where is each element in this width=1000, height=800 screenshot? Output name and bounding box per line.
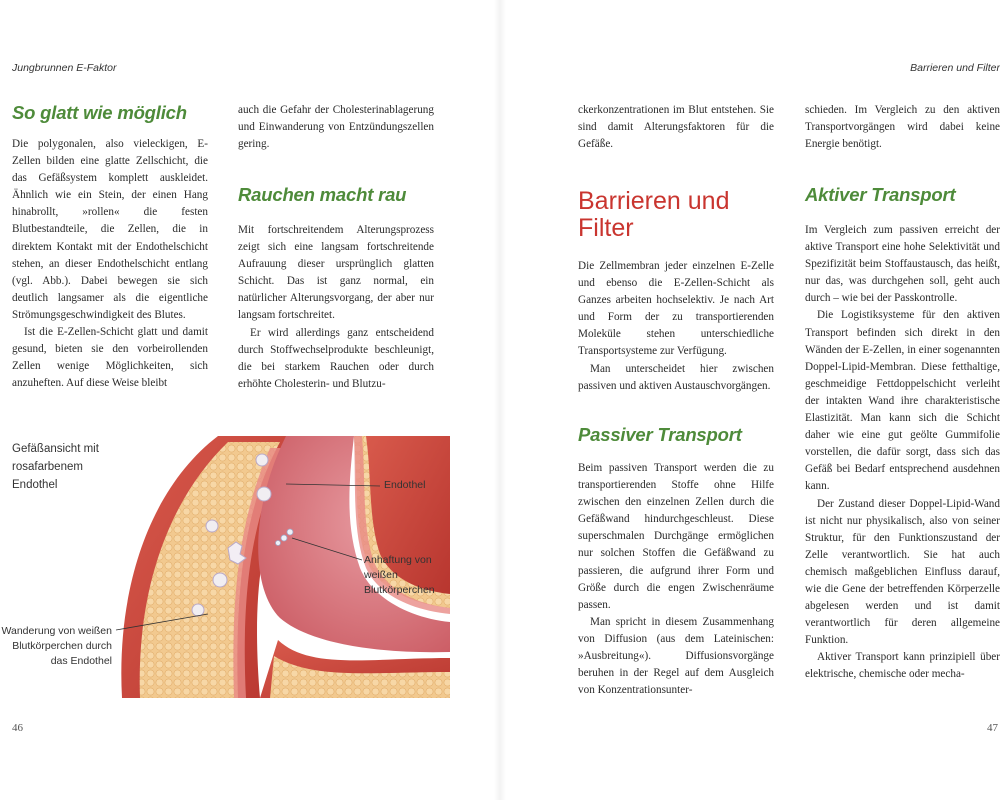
paragraph: Aktiver Transport kann prinzipiell über elektrische, chemische oder mecha- <box>805 651 1000 681</box>
paragraph: ckerkonzentrationen im Blut entstehen. Sie sind damit Alterungsfaktoren für die Gefäße. <box>578 104 774 151</box>
running-head-right: Barrieren und Filter <box>910 62 1000 74</box>
page-number-right: 47 <box>987 722 998 734</box>
heading-rauchen: Rauchen macht rau <box>238 184 407 205</box>
paragraph: Die Zellmembran jeder einzelnen E-Zelle und ebenso die E-Zellen-Schicht als Ganzes arbeiten hochselektiv. Je nach Art und Form der zu transportierenden Moleküle stehen unterschiedliche Transportsysteme zur Verfügung. <box>578 260 774 358</box>
label-anhaftung: Anhaftung von weißen Blutkörperchen <box>364 554 435 596</box>
paragraph: Man unterscheidet hier zwischen passiven und aktiven Austauschvorgängen. <box>578 362 774 392</box>
paragraph: Die Logistiksysteme für den aktiven Transport befinden sich direkt in den Wänden der E-Zellen, in einer sogenannten Doppel-Lipid-Membran. Diese fetthaltige, geschmeidige Fettdoppelschicht verleiht der intakten Wand ihre charakteristische Elastizität. Man kann sich die Schicht daher wie eine gut geölte Gummifolie vorstellen, die dafür sorgt, dass sich das Gefäß bei Bedarf entsprechend ausdehnen kann. <box>805 309 1000 493</box>
left-page-column-2-body <box>238 222 434 393</box>
left-page-column-1 <box>12 136 208 392</box>
book-gutter <box>494 0 506 800</box>
paragraph: Im Vergleich zum passiven erreicht der aktive Transport eine hohe Selektivität und Spezifizität beim Stoffaustausch, das heißt, nur das, was durchgehen soll, geht auch durch – wie bei der Passkontrolle. <box>805 224 1000 305</box>
paragraph: Der Zustand dieser Doppel-Lipid-Wand ist nicht nur physikalisch, also von seiner Struktur, für den Funktionszustand der Zelle verantwortlich. Sie hat auch chemisch maßgeblichen Einfluss darauf, wie die Gene der betreffenden Körperzelle abgelesen werden und ist damit verantwortlich für deren allgemeine Funktion. <box>805 497 1000 647</box>
paragraph: Man spricht in diesem Zusammenhang von Diffusion (aus dem Lateinischen: »Ausbreitung«). Diffusionsvorgänge beruhen in der Regel auf dem Ausgleich von Konzentrationsunter- <box>578 615 774 697</box>
heading-so-glatt: So glatt wie möglich <box>12 102 187 123</box>
heading-passiver-transport: Passiver Transport <box>578 424 742 445</box>
left-page-column-2 <box>238 102 434 153</box>
chapter-title: Barrieren und Filter <box>578 187 730 242</box>
label-wanderung: Wanderung von weißen Blutkörperchen durch das Endothel <box>1 625 112 667</box>
page-number-left: 46 <box>12 722 23 734</box>
heading-aktiver-transport: Aktiver Transport <box>805 184 956 205</box>
right-page-column-1-passive <box>578 460 774 699</box>
figure-caption: Gefäßansicht mit rosafarbenem Endothel <box>12 443 99 491</box>
paragraph: Beim passiven Transport werden die zu transportierenden Stoffe ohne Hilfe zwischen den einzelnen Zellen durch die Gefäßwand hindurchgeschleust. Diese superschmalen Durchgänge ermöglichen nur solchen Stoffen die Gefäßwand zu passieren, die aufgrund ihrer Form und Größe durch die engen Zwischenräume passen. <box>578 462 774 611</box>
white-blood-cell <box>256 454 268 466</box>
right-page-column-2-intro <box>805 102 1000 153</box>
white-blood-cell-in-wall <box>192 604 204 616</box>
right-page-column-1 <box>578 258 774 395</box>
right-page-column-2 <box>805 222 1000 684</box>
right-page-column-1-intro <box>578 102 774 153</box>
white-blood-cell <box>206 520 218 532</box>
paragraph: schieden. Im Vergleich zu den aktiven Transportvorgängen wird dabei keine Energie benötigt. <box>805 104 1000 151</box>
label-endothel: Endothel <box>384 479 426 491</box>
paragraph: Die polygonalen, also vieleckigen, E-Zellen bilden eine glatte Zellschicht, die das Gefäßsystem komplett auskleidet. Ähnlich wie ein Stein, der einen Hang hinabrollt, »rollen« die festen Blutbestandteile, die Zellen, die in direktem Kontakt mit der Endothelschicht stehen, an dieser Endothelschicht entlang (vgl. Abb.). Dabei bewegen sie sich deutlich langsamer als die eigentliche Strömungsgeschwindigkeit des Blutes. <box>12 138 208 321</box>
paragraph: Er wird allerdings ganz entscheidend durch Stoffwechselprodukte beschleunigt, die bei starkem Rauchen oder durch erhöhte Cholesterin- und Blutzu- <box>238 326 434 390</box>
white-blood-cell <box>257 487 271 501</box>
paragraph: Mit fortschreitendem Alterungsprozess zeigt sich eine langsam fortschreitende Aufrauung dieser ursprünglich glatten Schicht. Das ist ganz normal, ein natürlicher Alterungsvorgang, der aber nur langsam fortschreitet. <box>238 224 434 322</box>
paragraph: auch die Gefahr der Cholesterinablagerung und Einwanderung von Entzündungszellen gering. <box>238 104 434 151</box>
white-blood-cell <box>213 573 227 587</box>
paragraph: Ist die E-Zellen-Schicht glatt und damit gesund, bieten sie den vorbeirollenden Zellen wenige Möglichkeiten, sich anzuheften. Auf diese Weise bleibt <box>12 326 208 390</box>
running-head-left: Jungbrunnen E-Faktor <box>12 62 117 74</box>
